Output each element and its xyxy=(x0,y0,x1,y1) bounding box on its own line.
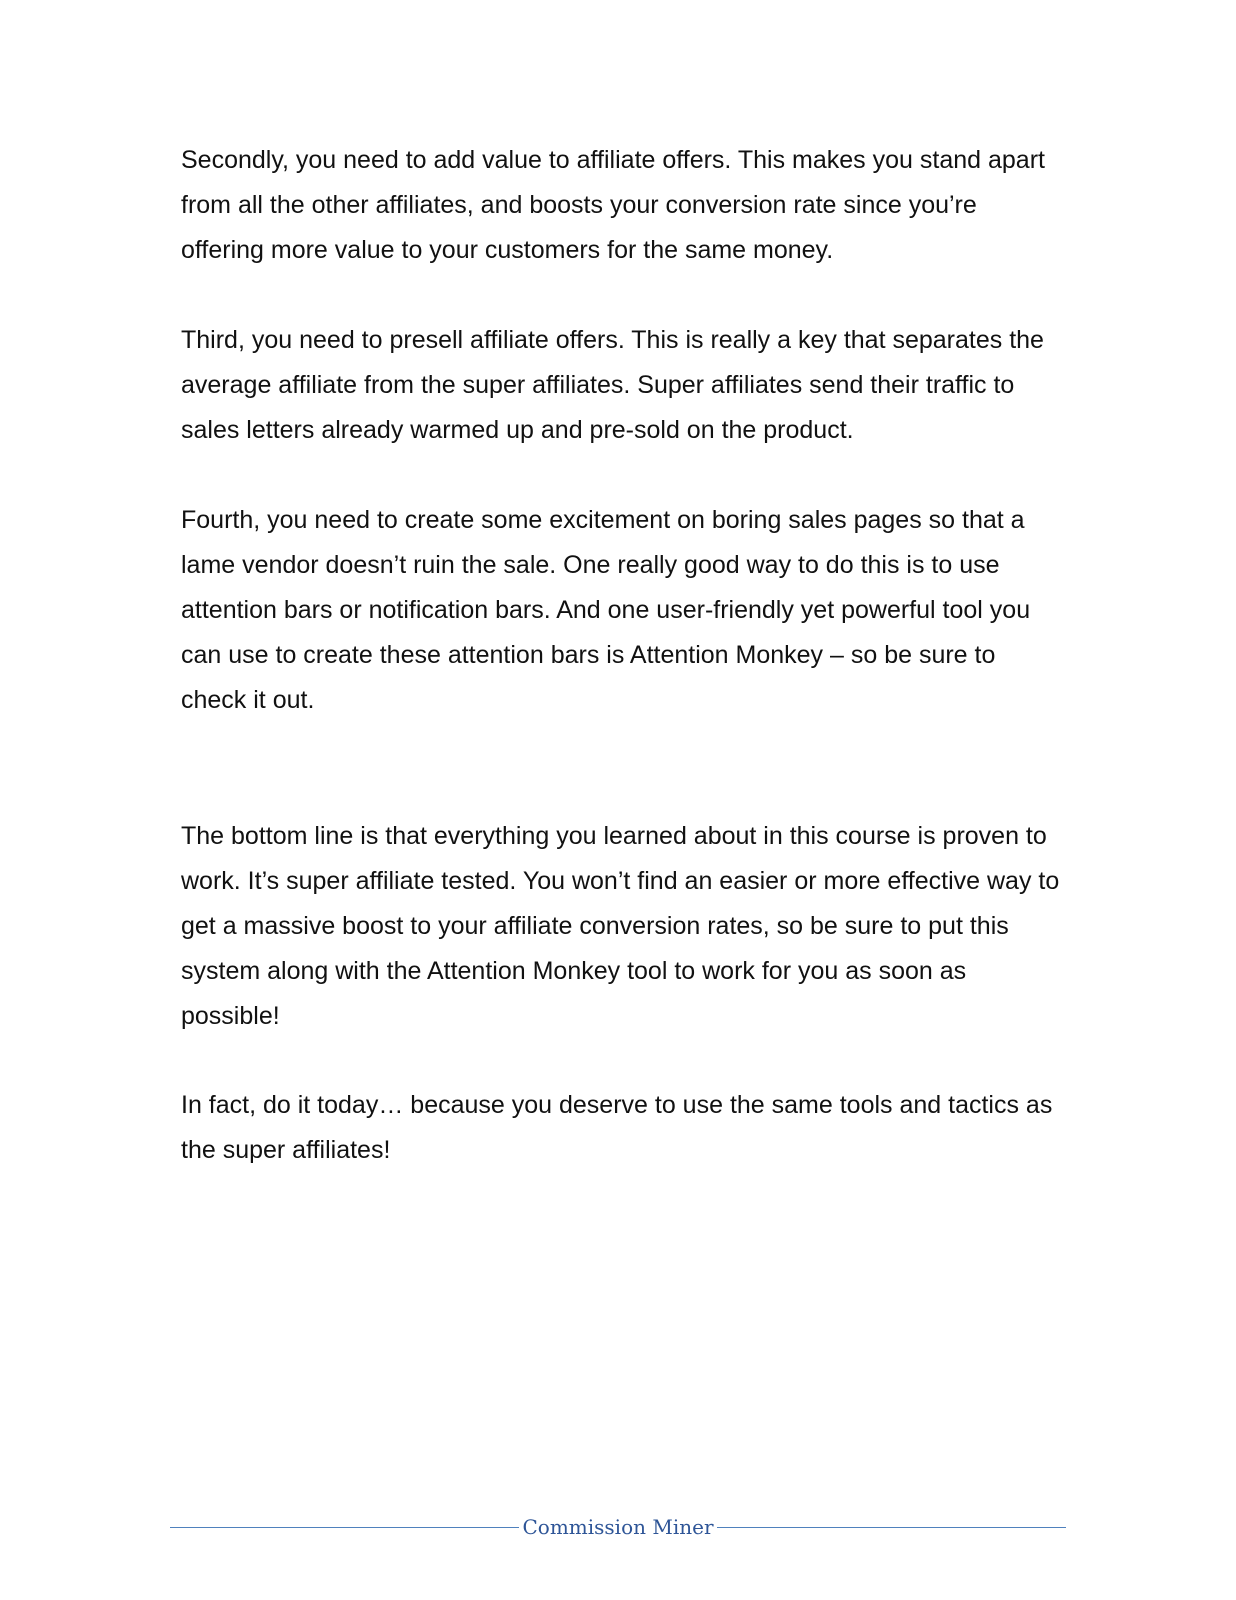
footer-title: Commission Miner xyxy=(522,1515,714,1539)
paragraph-excitement: Fourth, you need to create some excitement on boring sales pages so that a lame vendor doesn’t ruin the sale. One really good way to do this is to use attention bars or notification bars. And one user-friendly yet powerful tool you can use to create these attention bars is Attention Monkey – so be sure to check it out. xyxy=(181,506,1031,714)
page-footer xyxy=(170,1510,1066,1544)
footer-rule-left xyxy=(170,1527,519,1528)
paragraph-value: Secondly, you need to add value to affiliate offers. This makes you stand apart from all the other affiliates, and boosts your conversion rate since you’re offering more value to your customers for the same money. xyxy=(181,146,1045,264)
paragraph-call-to-action: In fact, do it today… because you deserve to use the same tools and tactics as the super affiliates! xyxy=(181,1091,1053,1164)
paragraph-presell: Third, you need to presell affiliate offers. This is really a key that separates the average affiliate from the super affiliates. Super affiliates send their traffic to sales letters already warmed up and pre-sold on the product. xyxy=(181,326,1044,444)
footer-rule-right xyxy=(717,1527,1066,1528)
paragraph-bottom-line: The bottom line is that everything you learned about in this course is proven to work. It’s super affiliate tested. You won’t find an easier or more effective way to get a massive boost to your affiliate conversion rates, so be sure to put this system along with the Attention Monkey tool to work for you as soon as possible! xyxy=(181,822,1060,1030)
